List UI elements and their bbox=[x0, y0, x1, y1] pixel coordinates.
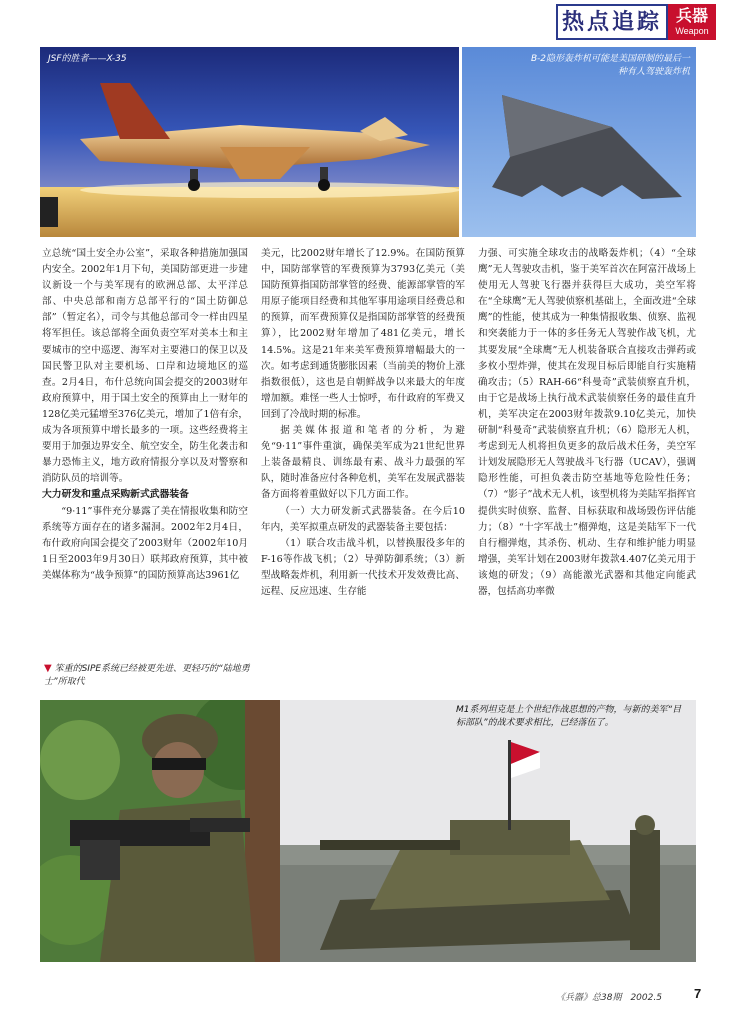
soldier-caption-block bbox=[44, 662, 250, 689]
page-number: 7 bbox=[694, 986, 702, 1001]
article-column-2 bbox=[261, 246, 465, 600]
tank-caption: M1系列坦克是上个世纪作战思想的产物，与新的美军“目标部队”的战术要求相比，已经落伍了。 bbox=[456, 705, 682, 728]
footer-magazine: 《兵器》总38期 2002.5 bbox=[556, 993, 662, 1003]
article-column-1 bbox=[42, 246, 248, 584]
column-3-paragraph: 力强、可实施全球攻击的战略轰炸机；（4）“全球鹰”无人驾驶攻击机，鉴于美军首次在阿富汗战场上使用无人驾驶飞行器并获得巨大成功，美空军将在“全球鹰”无人驾驶侦察机基础上，全面改进“全球鹰”的性能，使其成为一种集情报收集、侦察、监视和突袭能力于一体的多任务无人驾驶作战飞机，尤其要发展“全球鹰”无人机装备联合直接攻击弹药或多枚小型炸弹，使其在发现目标后即能自行实施精确攻击；（5）RAH-66“科曼奇”武装侦察直升机，由于它是战场上执行战术武装侦察任务的最佳直升机，美军决定在2003财年拨款9.10亿美元，加快研制“科曼奇”武装侦察直升机；（6）隐形无人机，考虑到无人机将担负更多的敌后战术任务，美空军计划发展隐形无人驾驶战斗飞行器（UCAV），强调隐形性能，可担负袭击防空基地等危险性任务；（7）“影子”战术无人机，该型机将为美陆军指挥官提供实时侦察、监督、目标获取和战场毁伤评估能力；（8）“十字军战士”榴弹炮，这是美陆军下一代自行榴弹炮，其杀伤、机动、生存和维护能力明显增强，美军计划在2003财年拨款4.407亿美元用于该炮的研发；（9）高能激光武器和其他定向能武器，包括高功率微 bbox=[478, 248, 696, 597]
jsf-photo bbox=[40, 47, 459, 237]
column-2-paragraph: 美元，比2002财年增长了12.9%。在国防预算中，国防部掌管的军费预算为3793亿美元（美国防预算指国防部掌管的经费、能源部掌管的军用原子能项目经费和其他军事用途项目经费总和的预算，而军费预算仅是指国防部掌管的经费预算），比2002财年增加了481亿美元，增长14.5%。这是21年来美军费预算增幅最大的一次。如考虑到通货膨胀因素（当前美的物价上涨指数很低），这也是自朝鲜战争以来最大的年度增加额。难怪一些人士惊呼，布什政府的军费又回到了冷战时期的标准。 bbox=[261, 248, 465, 420]
soldier-caption: 笨重的SIPE系统已经被更先进、更轻巧的“陆地勇士”所取代 bbox=[44, 664, 250, 687]
article-column-3 bbox=[478, 246, 696, 600]
soldier-image bbox=[40, 700, 280, 962]
section-title: 热点追踪 bbox=[556, 4, 668, 40]
category-badge bbox=[668, 4, 716, 40]
category-zh: 兵器 bbox=[675, 6, 708, 25]
tank-photo bbox=[280, 700, 696, 962]
caption-marker: ▼ bbox=[44, 663, 52, 674]
soldier-photo bbox=[40, 700, 280, 962]
column-1-paragraph: 立总统“国土安全办公室”，采取各种措施加强国内安全。2002年1月下旬，美国防部更进一步建议新设一个与美军现有的欧洲总部、太平洋总部、中央总部和南方总部平行的“国土防御总部”（暂定名），司令与其他总部司令一样由四星将军担任。该总部将全面负责空军对美本土和主要城市的空中巡逻、海军对主要港口的保卫以及国民警卫队对主要机场、口岸和边境地区的巡查。2月4日，布什总统向国会提交的2003财年政府预算中，用于国土安全的预算由上一财年的128亿美元猛增至376亿美元，增加了1倍有余，成为各项预算中增长最多的一项。这些经费将主要用于加强边界安全、航空安全，防生化袭击和暴力恐怖主义，地方政府情报分享以及对警察和消防队员的培训等。 bbox=[42, 248, 248, 485]
column-2-paragraph: （一）大力研发新式武器装备。在今后10年内，美军拟重点研发的武器装备主要包括： bbox=[261, 505, 465, 533]
jsf-caption: JSF的胜者——X-35 bbox=[48, 54, 127, 64]
b2-caption: B-2隐形轰炸机可能是美国研制的最后一种有人驾驶轰炸机 bbox=[531, 54, 690, 77]
jsf-aircraft-image bbox=[40, 47, 459, 237]
column-2-paragraph: 据美媒体报道和笔者的分析，为避免“9·11”事件重演，确保美军成为21世纪世界上装备最精良、训练最有素、战斗力最强的军队，随时准备应付各种危机，美军在发展武器装备方面将着重做好以下几方面工作。 bbox=[261, 425, 465, 501]
category-en: Weapon bbox=[675, 26, 709, 36]
column-2-paragraph: （1）联合攻击战斗机，以替换服役多年的F-16等作战飞机；（2）导弹防御系统；（3）新型战略轰炸机，利用新一代技术开发效费比高、远程、反应迅速、生存能 bbox=[261, 537, 465, 597]
section-heading: 大力研发和重点采购新式武器装备 bbox=[42, 489, 189, 501]
column-1-paragraph: “9·11”事件充分暴露了美在情报收集和防空系统等方面存在的诸多漏洞。2002年2月4日，布什政府向国会提交了2003财年（2002年10月1日至2003年9月30日）联邦政府预算，其中被美媒体称为“战争预算”的国防预算高达3961亿 bbox=[42, 505, 248, 581]
tank-image bbox=[280, 700, 696, 962]
